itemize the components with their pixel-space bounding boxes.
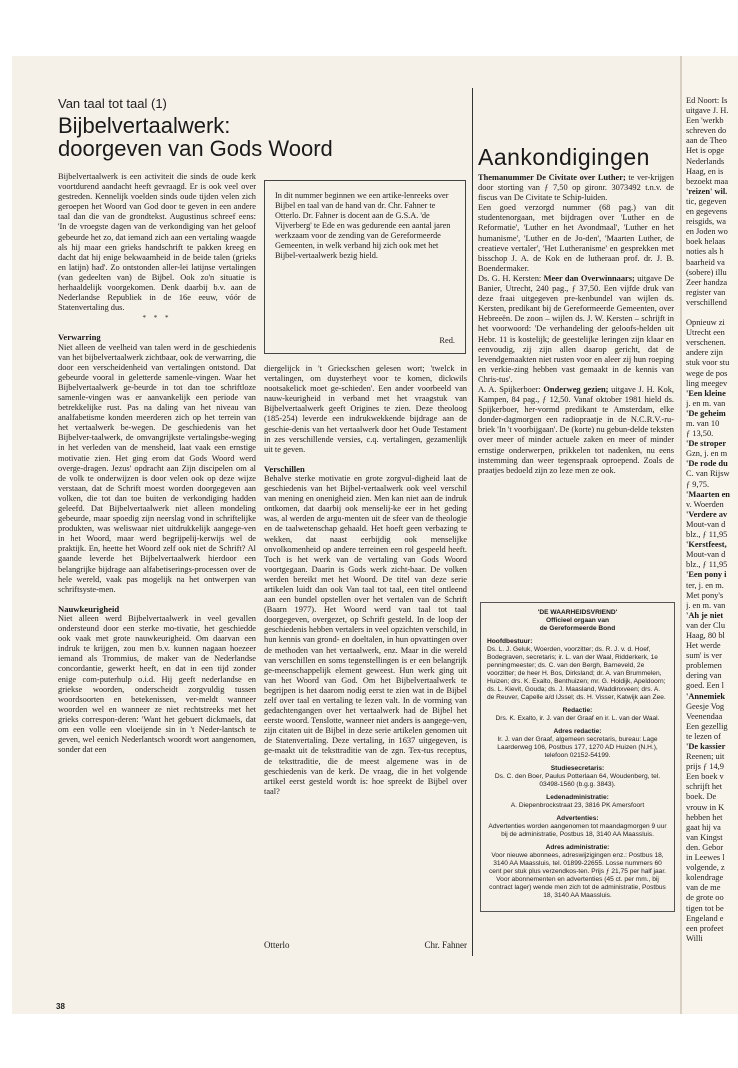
neighbor-line: te lezen of [686,731,721,741]
neighbor-line: en Joden wo [686,227,728,237]
neighbor-line: 'Ah je niet [686,610,724,620]
neighbor-line: v. Woerden [686,499,724,509]
neighbor-line: dering van [686,671,722,681]
neighbor-line: Het werde [686,641,721,651]
article-column-1 [58,172,256,755]
neighbor-line: Reenen; uit [686,752,725,762]
neighbor-line: Een 'werkb [686,116,724,126]
neighbor-line: stuk voor stu [686,358,730,368]
neighbor-line: ƒ 9,75. [686,479,710,489]
neighbor-line: ƒ 13,50. [686,429,714,439]
heading-verwarring: Verwarring [58,332,101,343]
neighbor-line: Gzn, j. en m [686,449,728,459]
paragraph-verwarring: Niet alleen de veelheid van talen werd in de geschiedenis van het bijbelvertaalwerk zichtbaar, ook de verwarring, die door een verscheidenheid van vertalingen ontstond. Dat gebeurde vooral in geletterde samenle-vingen. Waar het Bijbelvertaalwerk ge-beurde in tot dan toe schriftloze samenle-vingen was er aanvankelijk een periode van betrekkelijke rust. Pas na daling van het niveau van analfabetisme konden meerderen zich op het terrein van het vertaalwerk be-wegen. De geschiedenis van het Bijbelver-taalwerk, de omvangrijkste vertalingsbe-weging in het verleden van de mensheid, laat vaak een ernstige motivatie zien. Het ging erom dat Gods Woord werd overge-dragen. Jezus' opdracht aan Zijn discipelen om al de volk te onderwijzen is door velen ook op deze wijze verstaan, dat de Schrift moest worden doorgegeven aan volken, die tot dan toe buiten de verkondiging hadden geleefd. Dat Bijbelvertaalwerk niet alleen mondeling gebeurde, maar spoedig zijn neerslag vond in schriftelijke produkten, was weliswaar niet uitdrukkelijk aangege-ven in het Woord, maar werd begrijpelij-kerwijs wel de praktijk. En, heette het Woord zelf ook niet de Schrift? Al gaande leverde het Bijbelvertaalwerk hierdoor een belangrijke bijdrage aan alfabetiserings-processen over de hele wereld, vaak pas mogelijk na het ontwerpen van schriftsyste-men. [58,342,256,594]
colophon-title: 'DE WAARHEIDSVRIEND' [537,609,618,616]
colophon-redactie-heading: Redactie: [562,707,593,714]
neighbor-line: sum' is ver [686,651,722,661]
neighbor-line: vrouw in K [686,802,725,812]
neighbor-line: Haag, en is [686,166,724,176]
neighbor-line: 'De stroper [686,439,727,449]
colophon-studiesecretaris-heading: Studiesecretaris: [550,765,605,772]
neighbor-line: Engeland e [686,913,724,923]
neighbor-line: Willi [686,933,703,943]
neighbor-line: 'De geheim [686,408,726,418]
neighbor-page-text [686,96,738,944]
neighbor-line: verschenen. [686,338,726,348]
neighbor-line: uitgave J. H. [686,106,729,116]
announcement-civitate-title: Themanummer De Civitate over Luther; [478,173,626,182]
neighbor-line: Nederlands [686,156,725,166]
section-divider-stars: * * * [142,314,172,323]
colophon-box [480,602,675,912]
neighbor-line: andere zijn [686,348,723,358]
announcement-kersten [478,274,674,385]
announcement-spijkerboer [478,385,674,476]
colophon-studiesecretaris-body: Ds. C. den Boer, Paulus Potterlaan 64, Woudenberg, tel. 03498-1560 (b.g.g. 3843). [494,773,661,788]
neighbor-line: Veenendaa [686,711,723,721]
neighbor-line: Haag, 80 bl [686,630,725,640]
colophon-adres-redactie-heading: Adres redactie: [553,728,602,735]
neighbor-line: register van [686,287,726,297]
neighbor-line: Ed Noort: Is [686,96,728,105]
announcement-civitate-details: Een goed verzorgd nummer (68 pag.) van dit studentenorgaan, met bijdragen over 'Luther en de Reformatie', 'Luther en het Avondmaal', 'Luther en het humanisme', 'Luther en de Jo-den', 'Maarten Luther, de creatieve vertaler', 'Het Lutheranisme' en gesprekken met bisschop J. A. de Kok en de lutheraan prof. dr. J. B. Boendermaker. [478,203,674,273]
neighbor-line: 'Annemiek [686,691,726,701]
neighbor-line: hebben het [686,812,723,822]
neighbor-line: 'Een kleine [686,388,726,398]
neighbor-line: j. en m. van [686,600,726,610]
colophon-hoofdbestuur-heading: Hoofdbestuur: [487,638,533,645]
neighbor-line: baarheid va [686,257,725,267]
colophon-subtitle-2: de Gereformeerde Bond [539,625,616,632]
neighbor-line: verschillend [686,297,727,307]
neighbor-line: Utrecht een [686,328,725,338]
neighbor-line: tigen tot be [686,903,724,913]
announcement-kersten-title: Meer dan Overwinnaars; [543,273,635,283]
signature-place: Otterlo [264,940,290,950]
neighbor-line: aan de Theo [686,136,727,146]
announcement-spijkerboer-title: Onderweg gezien; [543,384,609,394]
series-kicker: Van taal tot taal (1) [58,96,167,111]
neighbor-line: volgende, z [686,863,725,873]
neighbor-line: tic, gegeven [686,196,727,206]
neighbor-line: ter, j. en m. [686,580,724,590]
neighbor-line: wege de pos [686,368,728,378]
neighbor-line: Het is opge [686,146,725,156]
neighbor-line [686,308,738,318]
neighbor-line: Zeer handza [686,277,728,287]
article-intro: Bijbelvertaalwerk is een activiteit die sinds de oude kerk voortdurend aandacht heeft gevraagd. Er is ook veel over gestreden. Kennelijk voelden sinds oude tijden velen zich geroepen het Woord van God door te geven in een andere taal dan die van de grondtekst. Augustinus schreef eens: 'In de vroegste dagen van de verkondiging van het geloof gebeurde het zo, dat iemand zich aan een vertaling waagde als hij maar een grieks handschrift te pakken kreeg en dacht dat hij enige bekwaamheid in de beide talen (grieks en latijn) had'. Zo ontstonden aller-lei latijnse vertalingen (van gedeelten van) de Bijbel. Ook zo'n situatie is herhaaldelijk voorgekomen. Denk daarbij b.v. aan de Nederlandse Republiek in de 16e eeuw, vóór de Statenvertaling dus. [58,172,256,313]
colophon-adres-administratie-body: Voor nieuwe abonnees, adreswijzigingen enz.: Postbus 18, 3140 AA Maassluis, tel. 01899-22655. Losse nummers 60 cent per stuk plus verzendkos-ten. Prijs ƒ 21,75 per half jaar. Voor abonnementen en advertenties (45 ct. per mm., bij contract lager) wende men zich tot de administratie, Postbus 18, 3140 AA Maassluis. [488,852,667,899]
neighbor-line: 'reizen' wil. [686,186,728,196]
announcement-kersten-author: Ds. G. H. Kersten: [478,273,544,283]
colophon-ledenadministratie-heading: Ledenadministratie: [546,794,609,801]
editorial-intro-box [264,180,466,354]
colophon-ledenadministratie-body: A. Diepenbrockstraat 23, 3816 PK Amersfoort [510,802,645,809]
neighbor-line: Met pony's [686,590,724,600]
neighbor-line: reisgids, wa [686,217,727,227]
colophon-advertenties-body: Advertenties worden aangenomen tot maandagmorgen 9 uur bij de administratie, Postbus 18, 3140 AA Maassluis. [488,823,667,838]
heading-nauwkeurigheid: Nauwkeurigheid [58,603,120,614]
article-signature [264,940,467,950]
paragraph-origines: diergelijck in 't Grieckschen gelesen wort; 'twelck in vertalingen, om duysterheyt voor te komen, dickwils nootsakelick moet ge-schieden'. Een ander voorbeeld van nauw-keurigheid in verband met het vraagstuk van Bijbelvertaalwerk geeft Origines te zien. Deze theoloog (185-254) leverde een indrukwekkende bijdrage aan de geschie-denis van het vertaalwerk door het Oude Testament in zes verschillende versies, c.q. vertalingen, gezamenlijk uit te geven. [264,364,467,454]
neighbor-line: 'Een pony i [686,570,727,580]
neighbor-line: van Kingst [686,832,723,842]
neighbor-line: blz., ƒ 11,95 [686,560,728,570]
colophon-content [487,609,668,900]
neighbor-line: prijs ƒ 14,9 [686,762,724,772]
neighbor-page-strip [682,56,738,1014]
neighbor-line: en gegevens [686,207,728,217]
neighbor-line: j. en m. van [686,398,726,408]
announcements-column [478,173,674,476]
heading-verschillen: Verschillen [264,463,305,474]
neighbor-line: Een gezellig [686,721,728,731]
editorial-intro-sign: Red. [439,336,455,345]
neighbor-line: boek helaas [686,237,726,247]
announcement-spijkerboer-author: A. A. Spijkerboer: [478,384,544,394]
colophon-adres-redactie-body: Ir. J. van der Graaf, algemeen secretaris, bureau: Lage Laarderweg 106, Postbus 177, 1270 AD Huizen (N.H.), telefoon 02152-54199. [497,736,658,759]
neighbor-line: 'Kerstfeest, [686,540,727,550]
neighbor-line: Opnieuw zi [686,318,725,328]
neighbor-line: den. Gebor [686,842,724,852]
column-rule [472,88,473,956]
announcement-civitate-text: te ver-krijgen door storting van ƒ 7,50 op gironr. 3073492 t.n.v. de fiscus van De Civitate te Schip-luiden. [478,173,674,203]
neighbor-line: m. van 10 [686,419,720,428]
paragraph-nauwkeurigheid: Niet alleen werd Bijbelvertaalwerk in veel gevallen ondersteund door een sterke mo-tivatie, het geschiedde ook vaak met grote nauwkeurigheid. Om daarvan een indruk te krijgen, zou men b.v. kunnen nagaan hoezeer iemand als Trommius, de maker van de Nederlandse concordantie, gewerkt heeft, en dat in een tijd zonder enige com-puterhulp o.i.d. Hij geeft nederlandse en griekse woorden, onderscheidt zorgvuldig tussen woordsoorten en betekenissen, ver-meldt wanneer woorden wel en wanneer ze niet rechtstreeks met het grieks correspon-deren: 'Want het gebuert dickmaels, dat om een volle een vloeijende sin in 't Neder-lantsch te geven, wel eenich Nederlantsch woordt wort aangenomen, sonder dat een [58,613,256,755]
signature-author: Chr. Fahner [424,940,467,950]
article-column-2 [264,364,467,797]
announcements-title: Aankondigingen [478,144,650,170]
article-title-line1: Bijbelvertaalwerk: [58,113,231,138]
neighbor-line: schrijft het [686,782,723,792]
neighbor-line: bezoekt maa [686,176,729,186]
neighbor-line: van der Clu [686,620,726,630]
neighbor-line: C. van Rijsw [686,469,730,479]
neighbor-line: een profeet [686,923,724,933]
announcement-kersten-text: uitgave De Banier, Utrecht, 240 pag., ƒ 37,50. Een vijfde druk van deze fraai uitgegeven pre-kenbundel van wijlen ds. Kersten, predikant bij de Gereformeerde Gemeenten, over Hebreeën. De zoon – wijlen ds. J. W. Kersten – schrijft in het voorwoord: 'De verhandeling der geloofs-helden uit Hebr. 11 is kostelijk; de geestelijke leringen zijn klaar en eenvoudig, zij zijn allen daarop gericht, dat de levendgemaakten niet rusten voor en aleer zij hun roeping en verkie-zing hebben vast gemaakt in de kennis van Chris-tus'. [478,273,674,384]
neighbor-line: ling meegev [686,378,728,388]
neighbor-line: Mout-van d [686,550,726,560]
announcement-civitate [478,173,674,203]
editorial-intro-text: In dit nummer beginnen we een artike-lenreeks over Bijbel en taal van de hand van dr. Chr. Fahner te Otterlo. Dr. Fahner is docent aan de G.S.A. 'de Vijverberg' te Ede en was gedurende een aantal jaren werkzaam voor de zending van de Gereformeerde Gemeenten, in welk verband hij zich ook met het Bijbel-vertaalwerk bezig hield. [275,191,451,260]
neighbor-line: blz., ƒ 11,95 [686,530,728,540]
colophon-subtitle-1: Officieel orgaan van [545,617,610,624]
neighbor-line: schreven do [686,126,727,136]
neighbor-line: noties als h [686,247,724,257]
neighbor-line: Geesje Vog [686,701,725,711]
neighbor-line: de grote oo [686,893,724,903]
neighbor-line: van de me [686,883,721,893]
neighbor-line: 'De kassier [686,742,726,751]
colophon-redactie-body: Drs. K. Exalto, ir. J. van der Graaf en ir. L. van der Waal. [495,715,660,722]
neighbor-line: kolendrage [686,873,724,883]
article-title-line2: doorgeven van Gods Woord [58,136,333,161]
neighbor-line: 'Maarten en [686,489,730,499]
neighbor-line: 'De rode du [686,459,728,469]
neighbor-line: Mout-van d [686,519,726,529]
neighbor-line: in Leewes l [686,853,725,863]
announcement-spijkerboer-text: uitgave J. H. Kok, Kampen, 84 pag., ƒ 12,50. Vanaf oktober 1981 hield ds. Spijkerboer, her-vormd predikant te Amsterdam, elke donder-dagmorgen een radiopraatje in de N.C.R.V.-ru-briek 'In 't voorbijgaan'. De (korte) nu gebun-delde teksten over meer of minder actuele zaken en meer of minder ernstige onderwerpen, prikkelen tot nadenken, nu eens instemming dan weer tegenspraak oproepend. Zoals de praatjes bedoeld zijn zo leze men ze ook. [478,384,674,475]
neighbor-line: gaat hij va [686,822,721,832]
colophon-advertenties-heading: Advertenties: [556,815,599,822]
neighbor-line: problemen [686,661,722,671]
neighbor-line: (sobere) illu [686,267,727,277]
colophon-hoofdbestuur-body: Ds. L. J. Geluk, Woerden, voorzitter; ds. R. J. v. d. Hoef, Bodegraven, secretaris; ir. L. van der Waal, Ridderkerk, 1e penningmeester; ds. C. van den Bergh, Barneveld, 2e voorzitter; de heer H. Bos, Dirksland; dr. A. van Brummelen, Huizen; drs. K. Exalto, Benthuizen; mr. G. Holdijk, Apeldoorn; ds. L. Kievit, Gouda; ds. J. Maasland, Waddinxveen; drs. A. de Reuver, Capelle a/d IJssel; ds. H. Visser, Katwijk aan Zee. [487,646,666,701]
neighbor-line: 'Verdere av [686,509,728,519]
page-number: 38 [56,1002,65,1011]
neighbor-line: goed. Een l [686,681,724,691]
paragraph-verschillen: Behalve sterke motivatie en grote zorgvul-digheid laat de geschiedenis van het Bijbel-vertaalwerk ook veel verschil van mening en onenigheid zien. Men kan niet aan de indruk ontkomen, dat daarbij ook menselij-ke eer in het geding was, al werden de argu-menten uit de sfeer van de theologie en de taalwetenschap gehaald. Het hoeft geen verbazing te wekken, dat naast eerbijdig ook menselijke onvolkomenheid op andere terreinen een rol gespeeld heeft. Toch is het werk van de vertaling van Gods Woord voortgegaan. Daarin is Gods werk zicht-baar. De volken werden bereikt met het Woord. De titel van deze serie artikelen luidt dan ook Van taal tot taal, een titel ontleend aan een bundel opstellen over het vertalen van de Schrift (Baarn 1977). Het Woord werd van taal tot taal doorgegeven, overgezet, op Schrift gesteld. In de loop der geschiedenis hebben vertalers in veel opzichten verschild, in hun kennis van grond- en doeltalen, in hun opvattingen over de methoden van het vertaalwerk, enz. Maar in die wereld van verschillen en soms tegenstellingen is er een belangrijk ge-meenschappelijk element geweest. Hun werk ging uit van het Woord van God. Om het Bijbelvertaalwerk te begrijpen is het daarom nodig eerst te zien wat in de Bijbel zelf over taal en vertaling te lezen valt. In de vorming van gedachtengangen over het vertaalwerk had de Bijbel het eerste woord. Tenslotte, wanneer niet anders is aangege-ven, zijn citaten uit de Bijbel in deze serie artikelen genomen uit de Statenvertaling. Deze vertaling, in 1637 uitgegeven, is ge-maakt uit de teksttraditie van de zgn. Tex-tus receptus, de teksttraditie, die de meest algemene was in de geschiedenis van de kerk. De vraag, die in het volgende artikel eerst gesteld wordt is: hoe spreekt de Bijbel over taal? [264,473,467,796]
neighbor-line: Een boek v [686,772,724,782]
magazine-page [12,56,738,1014]
colophon-adres-administratie-heading: Adres administratie: [545,844,610,851]
neighbor-line: boek. De [686,792,717,802]
